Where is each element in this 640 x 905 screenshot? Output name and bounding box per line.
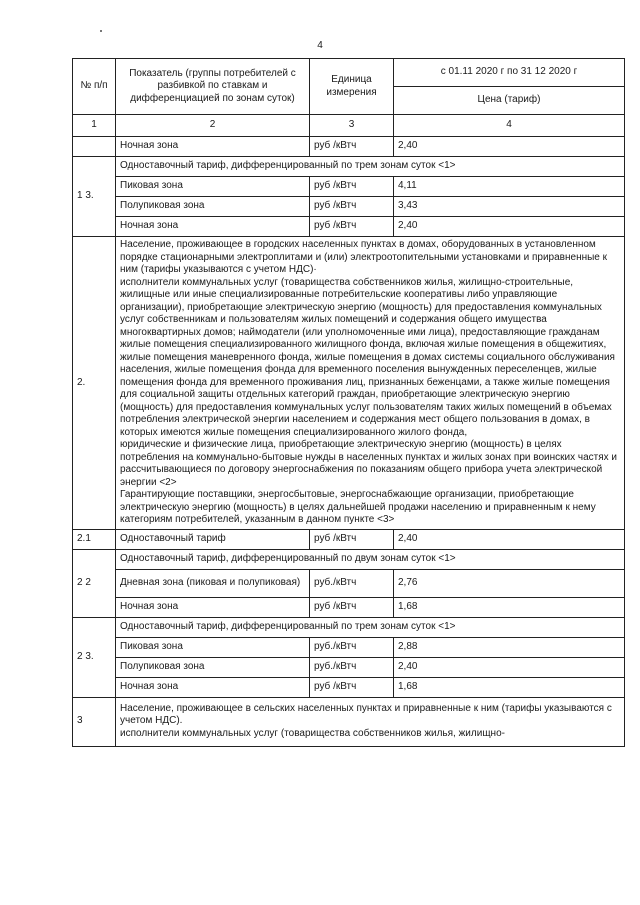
column-numbers-row: [73, 115, 625, 137]
row-label: Дневная зона (пиковая и полупиковая): [116, 569, 310, 597]
table-row: [73, 677, 625, 697]
row-price: 2,40: [394, 657, 625, 677]
row-price: 4,11: [394, 177, 625, 197]
table-row: [73, 157, 625, 177]
description-line: Население, проживающее в городских населенных пунктах в домах, оборудованных в установленном порядке стационарными электроплитами и (или) электроотопительными установками и приравненные к ним (тарифы указываются с учетом НДС)·: [120, 239, 608, 275]
row-num: [73, 137, 116, 157]
column-number: 1: [73, 115, 116, 137]
header-num: № п/п: [73, 59, 116, 115]
table-row: [73, 637, 625, 657]
table-row: [73, 697, 625, 746]
row-label: Ночная зона: [116, 217, 310, 237]
row-unit: руб./кВтч: [310, 637, 394, 657]
scan-speck: [100, 30, 102, 32]
row-price: 2,88: [394, 637, 625, 657]
row-unit: руб /кВтч: [310, 137, 394, 157]
row-unit: руб /кВтч: [310, 529, 394, 549]
section-title: Одноставочный тариф, дифференцированный по трем зонам суток <1>: [116, 157, 625, 177]
table-row: [73, 569, 625, 597]
row-unit: руб /кВтч: [310, 177, 394, 197]
table-row: [73, 657, 625, 677]
row-label: Полупиковая зона: [116, 657, 310, 677]
row-unit: руб /кВтч: [310, 597, 394, 617]
row-price: 2,40: [394, 529, 625, 549]
row-label: Пиковая зона: [116, 637, 310, 657]
column-number: 2: [116, 115, 310, 137]
table-row: [73, 217, 625, 237]
description-line: юридические и физические лица, приобретающие электрическую энергию (мощность) в целях потребления на коммунально-бытовые нужды в населенных пунктах и жилых зонах при воинских частях и рассчитывающиеся по договору энергоснабжения по показаниям общего прибора учета электрической энергии <2>: [120, 439, 618, 488]
row-price: 1,68: [394, 677, 625, 697]
header-unit: Единица измерения: [310, 59, 394, 115]
row-num: 2.: [73, 237, 116, 530]
row-num: 2.1: [73, 529, 116, 549]
table-row: [73, 549, 625, 569]
table-row: [73, 237, 625, 530]
row-unit: руб./кВтч: [310, 657, 394, 677]
table-row: [73, 137, 625, 157]
row-num: 3: [73, 697, 116, 746]
page-number: 4: [317, 40, 323, 51]
row-price: 2,40: [394, 137, 625, 157]
table-row: [73, 529, 625, 549]
row-label: Ночная зона: [116, 597, 310, 617]
tariff-table: [72, 58, 625, 747]
header-indicator: Показатель (группы потребителей с разбивкой по ставкам и дифференциацией по зонам суток): [116, 59, 310, 115]
section-title: Одноставочный тариф, дифференцированный по трем зонам суток <1>: [116, 617, 625, 637]
table-row: [73, 197, 625, 217]
table-row: [73, 617, 625, 637]
row-num: 1 3.: [73, 157, 116, 237]
row-unit: руб./кВтч: [310, 569, 394, 597]
row-price: 2,40: [394, 217, 625, 237]
section-description: [116, 237, 625, 530]
description-line: Население, проживающее в сельских населенных пунктах и приравненные к ним (тарифы указываются с учетом НДС).: [120, 702, 612, 727]
row-unit: руб /кВтч: [310, 217, 394, 237]
description-line: исполнители коммунальных услуг (товарищества собственников жилья, жилищно-строительные, жилищные или иные специализированные потребительские кооперативы либо управляющие организации), приобретающие электрическую энергию (мощность) для предоставления коммунальных услуг собственникам и пользователям жилых помещений и содержания общего имущества многоквартирных домов; наймодатели (или уполномоченные ими лица), предоставляющие гражданам жилые помещения специализированного жилищного фонда, включая жилые помещения в общежитиях, жилые помещения маневренного фонда, жилые помещения в домах системы социального обслуживания населения, жилые помещения фонда для временного поселения вынужденных переселенцев, жилые помещения фонда для временного проживания лиц, признанных беженцами, а также жилые помещения для социальной защиты отдельных категорий граждан, приобретающие электрическую энергию (мощность) для предоставления коммунальных услуг пользователям таких жилых помещений в объемах потребления электрической энергии населением и содержания мест общего пользования в домах, в которых имеются жилые помещения специализированного жилого фонда,: [120, 276, 615, 438]
section-description: [116, 697, 625, 746]
row-unit: руб /кВтч: [310, 197, 394, 217]
row-price: 2,76: [394, 569, 625, 597]
column-number: 4: [394, 115, 625, 137]
row-label: Полупиковая зона: [116, 197, 310, 217]
table-row: [73, 177, 625, 197]
row-label: Одноставочный тариф: [116, 529, 310, 549]
description-line: исполнители коммунальных услуг (товарищества собственников жилья, жилищно-: [120, 727, 505, 739]
row-label: Пиковая зона: [116, 177, 310, 197]
row-num: 2 2: [73, 549, 116, 617]
header-period: с 01.11 2020 г по 31 12 2020 г: [394, 59, 625, 87]
header-price: Цена (тариф): [394, 87, 625, 115]
row-num: 2 3.: [73, 617, 116, 697]
row-unit: руб /кВтч: [310, 677, 394, 697]
row-price: 1,68: [394, 597, 625, 617]
table-row: [73, 597, 625, 617]
column-number: 3: [310, 115, 394, 137]
header-row: [73, 59, 625, 87]
row-label: Ночная зона: [116, 677, 310, 697]
row-price: 3,43: [394, 197, 625, 217]
description-line: Гарантирующие поставщики, энергосбытовые, энергоснабжающие организации, приобретающие электрическую энергию (мощность) в целях дальнейшей продажи населению и приравненным к нему категориям потребителей, указанным в данном пункте <3>: [120, 489, 596, 525]
section-title: Одноставочный тариф, дифференцированный по двум зонам суток <1>: [116, 549, 625, 569]
row-label: Ночная зона: [116, 137, 310, 157]
